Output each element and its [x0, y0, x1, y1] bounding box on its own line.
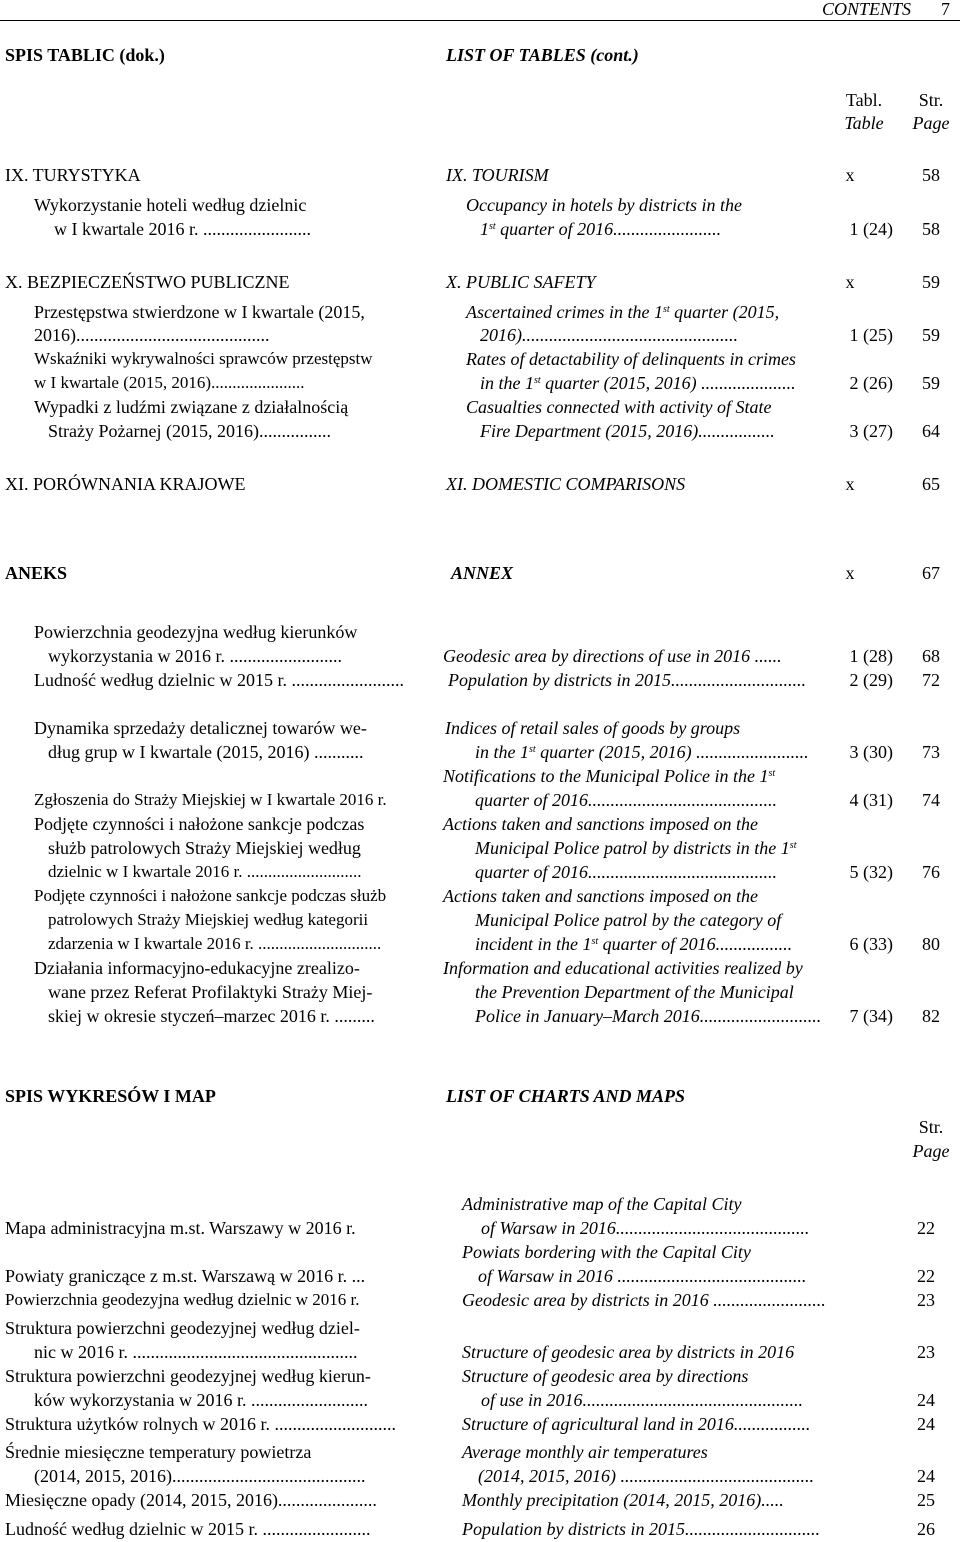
page-ref: 74	[922, 790, 940, 810]
chart-title-pl: Powiaty graniczące z m.st. Warszawą w 2016 r. ...	[5, 1266, 366, 1286]
table-number: 2 (29)	[849, 670, 893, 690]
entry-title-pl: Wypadki z ludźmi związane z działalnością	[34, 397, 349, 417]
entry-title-en: Population by districts in 2015..............................	[448, 670, 806, 690]
entry-title-pl: Straży Pożarnej (2015, 2016)................	[48, 421, 331, 441]
entry-title-en: Police in January–March 2016...........................	[475, 1006, 822, 1026]
annex-heading-en: ANNEX	[451, 563, 514, 583]
chart-title-pl: Struktura powierzchni geodezyjnej według dziel-	[5, 1318, 360, 1338]
chart-title-pl: (2014, 2015, 2016)...........................................	[34, 1466, 366, 1486]
entry-title-pl: 2016)...........................................	[34, 325, 270, 345]
entry-title-en: Fire Department (2015, 2016).................	[480, 421, 775, 441]
entry-title-pl: dzielnic w I kwartale 2016 r. ...........................	[48, 862, 362, 881]
entry-title-en: Casualties connected with activity of State	[466, 397, 772, 417]
entry-title-en: Geodesic area by directions of use in 2016 ......	[443, 646, 782, 666]
chart-title-pl: Średnie miesięczne temperatury powietrza	[5, 1442, 312, 1462]
col-page-label-en: Page	[912, 113, 950, 133]
page-ref: 22	[917, 1218, 935, 1238]
entry-title-en: Municipal Police patrol by districts in the 1st	[475, 838, 797, 858]
tables-heading-pl: SPIS TABLIC (dok.)	[5, 45, 165, 65]
chart-title-en: Average monthly air temperatures	[462, 1442, 708, 1462]
entry-title-en: in the 1st quarter (2015, 2016) .........................	[475, 742, 809, 762]
page-ref: 64	[922, 421, 940, 441]
table-number: 1 (25)	[849, 325, 893, 345]
table-number: x	[845, 165, 855, 185]
chart-title-pl: Struktura użytków rolnych w 2016 r. ...........................	[5, 1414, 396, 1434]
entry-title-en: Indices of retail sales of goods by groups	[445, 718, 741, 738]
table-number: 3 (27)	[849, 421, 893, 441]
table-number: 6 (33)	[849, 934, 893, 954]
page-ref: 82	[922, 1006, 940, 1026]
chart-title-en: Structure of geodesic area by directions	[462, 1366, 749, 1386]
entry-title-en: Actions taken and sanctions imposed on the	[443, 814, 758, 834]
table-number: 4 (31)	[849, 790, 893, 810]
entry-title-pl: wykorzystania w 2016 r. .........................	[48, 646, 342, 666]
section-heading-en: X. PUBLIC SAFETY	[446, 272, 596, 292]
section-heading-en: XI. DOMESTIC COMPARISONS	[446, 474, 686, 494]
entry-title-en: 2016)................................................	[480, 325, 738, 345]
chart-title-pl: Miesięczne opady (2014, 2015, 2016)......................	[5, 1490, 377, 1510]
entry-title-en: Occupancy in hotels by districts in the	[466, 195, 742, 215]
table-number: 1 (24)	[849, 219, 893, 239]
chart-title-pl: ków wykorzystania w 2016 r. ..........................	[34, 1390, 368, 1410]
table-number: x	[845, 272, 855, 292]
chart-title-en: Geodesic area by districts in 2016 .........................	[462, 1290, 826, 1310]
page-ref: 25	[917, 1490, 935, 1510]
entry-title-en: incident in the 1st quarter of 2016.................	[475, 934, 793, 954]
section-heading-pl: XI. PORÓWNANIA KRAJOWE	[5, 474, 246, 494]
page-ref: 58	[922, 165, 940, 185]
page-number: 7	[941, 0, 950, 19]
section-heading-en: IX. TOURISM	[446, 165, 549, 185]
page-ref: 23	[917, 1342, 935, 1362]
chart-title-en: (2014, 2015, 2016) ...........................................	[478, 1466, 814, 1486]
page-ref: 58	[922, 219, 940, 239]
table-number: x	[845, 474, 855, 494]
chart-title-en: Powiats bordering with the Capital City	[462, 1242, 751, 1262]
page-ref: 67	[922, 563, 940, 583]
page-ref: 24	[917, 1466, 935, 1486]
entry-title-en: 1st quarter of 2016........................	[480, 219, 722, 239]
annex-heading-pl: ANEKS	[5, 563, 68, 583]
entry-title-en: Ascertained crimes in the 1st quarter (2015,	[466, 302, 780, 322]
col-table-label-en: Table	[844, 113, 884, 133]
entry-title-pl: Przestępstwa stwierdzone w I kwartale (2015,	[34, 302, 365, 322]
entry-title-pl: w I kwartale 2016 r. ........................	[54, 219, 311, 239]
page-ref: 80	[922, 934, 940, 954]
chart-title-en: Monthly precipitation (2014, 2015, 2016).....	[462, 1490, 784, 1510]
col-page-label-en: Page	[912, 1141, 950, 1161]
entry-title-pl: wane przez Referat Profilaktyki Straży Miej-	[48, 982, 373, 1002]
page-ref: 72	[922, 670, 940, 690]
chart-title-en: of use in 2016.................................................	[481, 1390, 803, 1410]
entry-title-en: quarter of 2016..........................................	[475, 790, 778, 810]
entry-title-pl: służb patrolowych Straży Miejskiej według	[48, 838, 361, 858]
entry-title-pl: Podjęte czynności i nałożone sankcje podczas służb	[34, 886, 387, 905]
charts-heading-pl: SPIS WYKRESÓW I MAP	[5, 1086, 216, 1106]
page-ref: 24	[917, 1414, 935, 1434]
page-ref: 59	[922, 373, 940, 393]
table-number: 2 (26)	[849, 373, 893, 393]
page-ref: 24	[917, 1390, 935, 1410]
chart-title-en: Structure of geodesic area by districts in 2016	[462, 1342, 795, 1362]
entry-title-pl: Działania informacyjno-edukacyjne zrealizo-	[34, 958, 360, 978]
page-ref: 26	[917, 1519, 935, 1539]
col-page-label-pl: Str.	[918, 1117, 944, 1137]
entry-title-pl: skiej w okresie styczeń–marzec 2016 r. .........	[48, 1006, 375, 1026]
col-table-label-pl: Tabl.	[845, 90, 883, 110]
page-ref: 59	[922, 325, 940, 345]
entry-title-en: quarter of 2016..........................................	[475, 862, 778, 882]
chart-title-pl: Struktura powierzchni geodezyjnej według kierun-	[5, 1366, 371, 1386]
running-header-title: CONTENTS	[822, 0, 912, 19]
table-number: 5 (32)	[849, 862, 893, 882]
table-number: 1 (28)	[849, 646, 893, 666]
entry-title-en: Notifications to the Municipal Police in the 1st	[443, 766, 776, 786]
page-ref: 59	[922, 272, 940, 292]
table-number: 7 (34)	[849, 1006, 893, 1026]
page-ref: 68	[922, 646, 940, 666]
entry-title-pl: Podjęte czynności i nałożone sankcje podczas	[34, 814, 365, 834]
entry-title-pl: Dynamika sprzedaży detalicznej towarów we-	[34, 718, 367, 738]
page-ref: 76	[922, 862, 940, 882]
header-rule	[0, 20, 960, 21]
entry-title-pl: patrolowych Straży Miejskiej według kategorii	[48, 910, 369, 929]
section-heading-pl: X. BEZPIECZEŃSTWO PUBLICZNE	[5, 272, 290, 292]
entry-title-en: the Prevention Department of the Municipal	[475, 982, 794, 1002]
chart-title-en: of Warsaw in 2016 ..........................................	[478, 1266, 807, 1286]
table-number: 3 (30)	[849, 742, 893, 762]
charts-heading-en: LIST OF CHARTS AND MAPS	[446, 1086, 686, 1106]
entry-title-pl: Wykorzystanie hoteli według dzielnic	[34, 195, 307, 215]
chart-title-en: Structure of agricultural land in 2016.................	[462, 1414, 811, 1434]
chart-title-pl: Ludność według dzielnic w 2015 r. ........................	[5, 1519, 371, 1539]
chart-title-en: of Warsaw in 2016...........................................	[481, 1218, 810, 1238]
entry-title-en: in the 1st quarter (2015, 2016) .....................	[480, 373, 796, 393]
entry-title-en: Rates of detactability of delinquents in crimes	[466, 349, 796, 369]
entry-title-pl: Wskaźniki wykrywalności sprawców przestępstw	[34, 349, 373, 368]
chart-title-pl: nic w 2016 r. ..................................................	[34, 1342, 358, 1362]
page-ref: 73	[922, 742, 940, 762]
chart-title-pl: Mapa administracyjna m.st. Warszawy w 2016 r.	[5, 1218, 356, 1238]
table-number: x	[845, 563, 855, 583]
entry-title-en: Municipal Police patrol by the category of	[475, 910, 782, 930]
section-heading-pl: IX. TURYSTYKA	[5, 165, 141, 185]
col-page-label-pl: Str.	[918, 90, 944, 110]
tables-heading-en: LIST OF TABLES (cont.)	[446, 45, 639, 65]
entry-title-en: Information and educational activities realized by	[443, 958, 803, 978]
entry-title-pl: zdarzenia w I kwartale 2016 r. .............................	[48, 934, 382, 953]
page-ref: 23	[917, 1290, 935, 1310]
chart-title-en: Population by districts in 2015..............................	[462, 1519, 820, 1539]
entry-title-pl: dług grup w I kwartale (2015, 2016) ...........	[48, 742, 364, 762]
entry-title-pl: Zgłoszenia do Straży Miejskiej w I kwartale 2016 r.	[34, 790, 387, 809]
entry-title-en: Actions taken and sanctions imposed on the	[443, 886, 758, 906]
entry-title-pl: Ludność według dzielnic w 2015 r. .........................	[34, 670, 404, 690]
page-ref: 22	[917, 1266, 935, 1286]
chart-title-en: Administrative map of the Capital City	[462, 1194, 742, 1214]
page-ref: 65	[922, 474, 940, 494]
entry-title-pl: w I kwartale (2015, 2016)......................	[34, 373, 305, 392]
chart-title-pl: Powierzchnia geodezyjna według dzielnic w 2016 r.	[5, 1290, 360, 1309]
entry-title-pl: Powierzchnia geodezyjna według kierunków	[34, 622, 358, 642]
